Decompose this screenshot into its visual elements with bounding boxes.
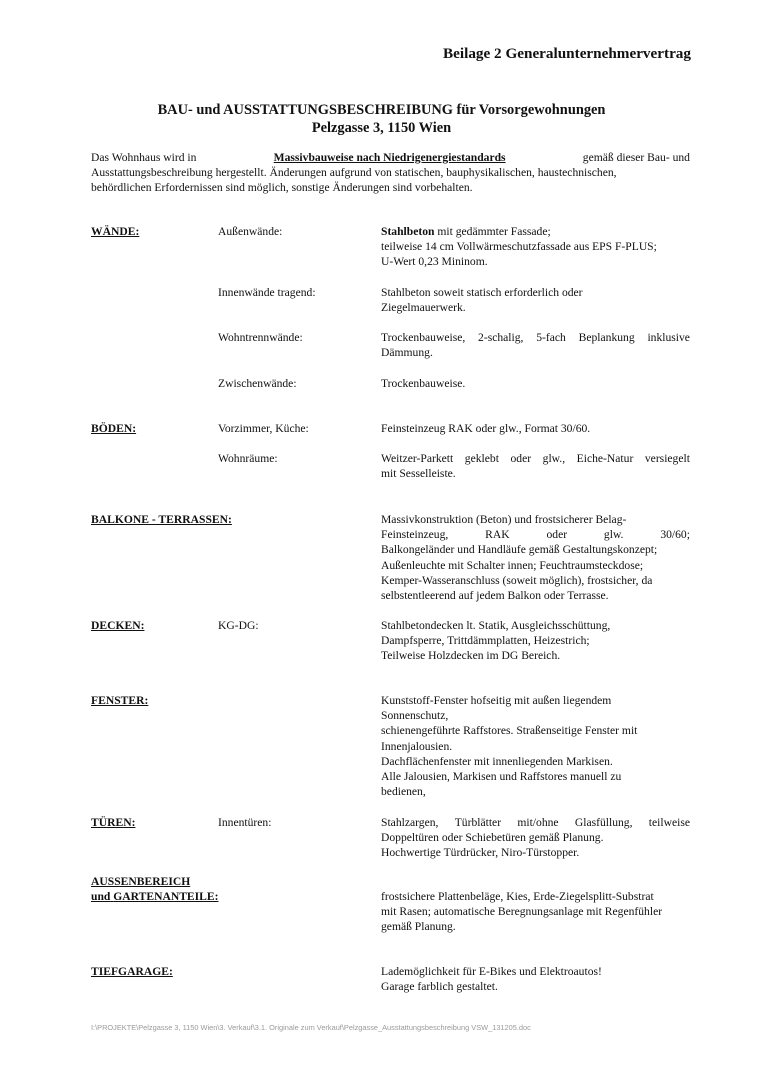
word: oder (510, 452, 532, 465)
word: oder (546, 528, 568, 542)
fenster-line-4: Innenjalousien. (381, 739, 453, 753)
document-title (0, 101, 763, 137)
desc-decken (381, 618, 690, 664)
label-innentueren: Innentüren: (218, 816, 272, 829)
desc-zwischenwaende (381, 376, 690, 391)
tueren-line1-text (381, 815, 690, 830)
aussenbereich-line-2: mit Rasen; automatische Beregnungsanlage mit Regenfühler (381, 905, 663, 919)
desc-wohnraeume (381, 451, 690, 481)
tiefgarage-line-2: Garage farblich gestaltet. (381, 980, 498, 994)
section-title-tiefgarage: TIEFGARAGE: (91, 965, 173, 978)
intro-line-1 (91, 150, 690, 165)
balkone-line-6: selbstentleerend auf jedem Balkon oder Terrasse. (381, 589, 609, 603)
word: Trockenbauweise, (381, 331, 466, 344)
tiefgarage-line-1: Lademöglichkeit für E-Bikes und Elektroautos! (381, 965, 602, 978)
section-title-tueren: TÜREN: (91, 816, 136, 829)
word: 5-fach (536, 331, 566, 344)
desc-vorzimmer (381, 421, 690, 436)
wohnraeume-line-2: mit Sesselleiste. (381, 467, 456, 481)
section-title-garten: GARTENANTEILE: (113, 890, 219, 903)
word: glw. (603, 528, 624, 542)
word: inklusive (647, 331, 690, 344)
file-path-footer: I:\PROJEKTE\Pelzgasse 3, 1150 Wien\3. Verkauf\3.1. Originale zum Verkauf\Pelzgasse_Ausstattungsbeschreibung VSW_131205.doc (91, 1023, 531, 1032)
wohntrennwaende-line-2: Dämmung. (381, 346, 433, 360)
word: 2-schalig, (478, 331, 524, 344)
word: teilweise (648, 816, 690, 829)
fenster-line-6: Alle Jalousien, Markisen und Raffstores manuell zu (381, 770, 622, 784)
intro-line1-rest: gemäß dieser Bau- und (582, 151, 690, 164)
desc-tueren (381, 815, 690, 861)
label-vorzimmer: Vorzimmer, Küche: (218, 422, 309, 435)
word: Eiche-Natur (576, 452, 634, 465)
tueren-line-3: Hochwertige Türdrücker, Niro-Türstopper. (381, 846, 580, 860)
title-line-1: BAU- und AUSSTATTUNGSBESCHREIBUNG für Vorsorgewohnungen (157, 102, 606, 118)
wohnraeume-line-1 (381, 451, 690, 466)
decken-line-2: Dampfsperre, Trittdämmplatten, Heizestrich; (381, 634, 590, 648)
fenster-line-7: bedienen, (381, 785, 426, 799)
word: Türblätter (454, 816, 502, 829)
aussenbereich-line-3: gemäß Planung. (381, 920, 456, 934)
label-innenwaende: Innenwände tragend: (218, 286, 316, 299)
wohntrennwaende-line-1 (381, 330, 690, 345)
balkone-line-3: Balkongeländer und Handläufe gemäß Gestaltungskonzept; (381, 543, 658, 557)
intro-emphasis: Massivbauweise nach Niedrigenergiestandards (273, 151, 506, 164)
label-zwischenwaende: Zwischenwände: (218, 377, 297, 390)
fenster-line-1: Kunststoff-Fenster hofseitig mit außen liegendem (381, 694, 612, 707)
label-kg-dg: KG-DG: (218, 619, 259, 632)
word: RAK (485, 528, 510, 542)
section-title-gartenanteile (91, 889, 219, 904)
word: Feinsteinzeug, (381, 528, 449, 542)
title-line-2: Pelzgasse 3, 1150 Wien (311, 120, 452, 136)
intro-line-3: behördlichen Erfordernissen sind möglich, sonstige Änderungen sind vorbehalten. (91, 181, 473, 195)
zwischenwaende-line-1: Trockenbauweise. (381, 377, 466, 390)
section-title-fenster: FENSTER: (91, 694, 149, 707)
desc-wohntrennwaende (381, 330, 690, 360)
wohntrennwaende-line1-text (381, 330, 690, 345)
section-title-aussenbereich: AUSSENBEREICH (91, 875, 191, 888)
intro-line-2: Ausstattungsbeschreibung hergestellt. Änderungen aufgrund von statischen, bauphysikalischen, haustechnischen, (91, 166, 617, 180)
word: 30/60; (660, 528, 690, 542)
label-wohntrennwaende: Wohntrennwände: (218, 331, 303, 344)
section-title-und: und (91, 890, 111, 903)
label-wohnraeume: Wohnräume: (218, 452, 278, 465)
balkone-line-5: Kemper-Wasseranschluss (soweit möglich), frostsicher, da (381, 573, 653, 587)
document-header: Beilage 2 Generalunternehmervertrag (443, 45, 691, 62)
word: Glasfüllung, (574, 816, 633, 829)
section-title-boeden: BÖDEN: (91, 422, 137, 435)
word: Weitzer-Parkett (381, 452, 454, 465)
section-title-waende: WÄNDE: (91, 225, 140, 238)
word: Beplankung (578, 331, 635, 344)
decken-line-1: Stahlbetondecken lt. Statik, Ausgleichsschüttung, (381, 619, 611, 632)
aussenwaende-bold: Stahlbeton (381, 225, 435, 238)
desc-aussenbereich (381, 889, 690, 935)
intro-paragraph (91, 150, 690, 196)
vorzimmer-line-1: Feinsteinzeug RAK oder glw., Format 30/60. (381, 422, 591, 435)
tueren-line-1 (381, 815, 690, 830)
section-title-decken: DECKEN: (91, 619, 145, 632)
label-aussenwaende: Außenwände: (218, 225, 283, 238)
innenwaende-line-2: Ziegelmauerwerk. (381, 301, 466, 315)
word: glw., (542, 452, 566, 465)
decken-line-3: Teilweise Holzdecken im DG Bereich. (381, 649, 561, 663)
word: mit/ohne (517, 816, 559, 829)
desc-balkone (381, 512, 690, 603)
balkone-line-1: Massivkonstruktion (Beton) und frostsicherer Belag- (381, 513, 627, 526)
section-title-balkone: BALKONE - TERRASSEN: (91, 513, 232, 526)
intro-before: Das Wohnhaus wird in (91, 151, 197, 164)
desc-aussenwaende (381, 224, 690, 270)
desc-fenster (381, 693, 690, 799)
aussenbereich-line-1: frostsichere Plattenbeläge, Kies, Erde-Ziegelsplitt-Substrat (381, 890, 654, 903)
aussenwaende-line-1 (381, 224, 690, 239)
word: geklebt (464, 452, 499, 465)
fenster-line-2: Sonnenschutz, (381, 709, 449, 723)
aussenwaende-line1-rest: mit gedämmter Fassade; (434, 225, 551, 238)
aussenwaende-line-3: U-Wert 0,23 Mininom. (381, 255, 488, 269)
desc-innenwaende (381, 285, 690, 315)
balkone-line-2 (381, 527, 690, 542)
aussenwaende-line-2: teilweise 14 cm Vollwärmeschutzfassade aus EPS F-PLUS; (381, 240, 657, 254)
desc-tiefgarage (381, 964, 690, 994)
fenster-line-3: schienengeführte Raffstores. Straßenseitige Fenster mit (381, 724, 638, 738)
fenster-line-5: Dachflächenfenster mit innenliegenden Markisen. (381, 754, 613, 768)
innenwaende-line-1: Stahlbeton soweit statisch erforderlich oder (381, 286, 583, 299)
wohnraeume-line1-text (381, 451, 690, 466)
word: Stahlzargen, (381, 816, 439, 829)
word: versiegelt (644, 452, 690, 465)
tueren-line-2: Doppeltüren oder Schiebetüren gemäß Planung. (381, 831, 604, 845)
balkone-line-4: Außenleuchte mit Schalter innen; Feuchtraumsteckdose; (381, 558, 644, 572)
